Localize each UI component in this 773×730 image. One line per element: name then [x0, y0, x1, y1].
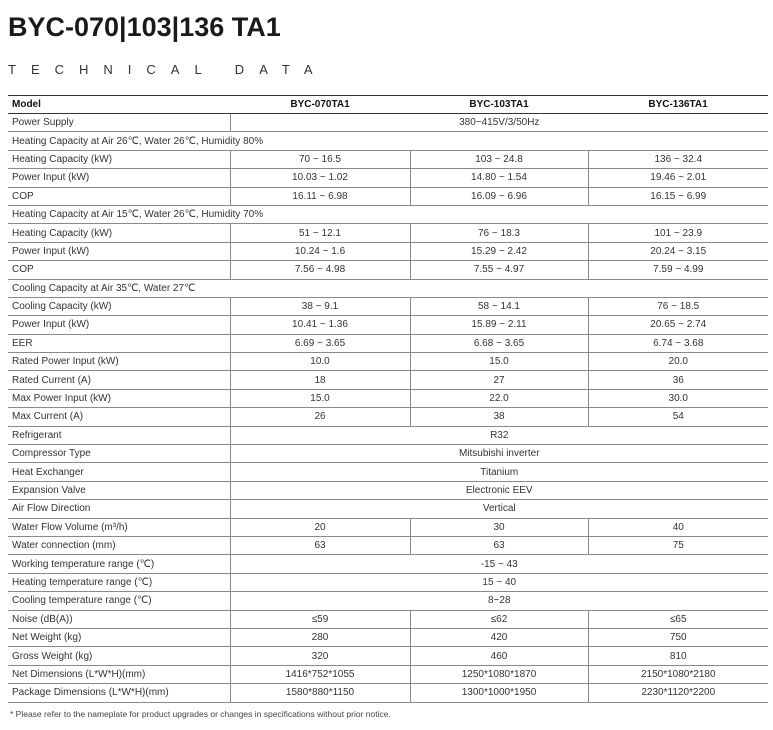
- row-label: Heating Capacity (kW): [8, 150, 230, 168]
- shared-value-cell: Titanium: [230, 463, 768, 481]
- model-column-header: BYC-070TA1: [230, 96, 410, 114]
- value-cell: 76 ~ 18.3: [410, 224, 588, 242]
- value-cell: 51 ~ 12.1: [230, 224, 410, 242]
- value-cell: 58 ~ 14.1: [410, 297, 588, 315]
- row-label: Cooling temperature range (℃): [8, 592, 230, 610]
- shared-value-cell: 380~415V/3/50Hz: [230, 114, 768, 132]
- value-cell: 70 ~ 16.5: [230, 150, 410, 168]
- table-row: [8, 187, 768, 205]
- row-label: Heating temperature range (℃): [8, 573, 230, 591]
- row-label: EER: [8, 334, 230, 352]
- section-row: [8, 279, 768, 297]
- value-cell: 63: [230, 536, 410, 554]
- section-row: [8, 132, 768, 150]
- row-label: Noise (dB(A)): [8, 610, 230, 628]
- row-label: Air Flow Direction: [8, 500, 230, 518]
- row-label: Net Weight (kg): [8, 628, 230, 646]
- table-row: [8, 463, 768, 481]
- value-cell: 19.46 ~ 2.01: [588, 169, 768, 187]
- value-cell: 30.0: [588, 389, 768, 407]
- shared-value-cell: -15 ~ 43: [230, 555, 768, 573]
- value-cell: 75: [588, 536, 768, 554]
- section-heading: Heating Capacity at Air 26℃, Water 26℃, Humidity 80%: [8, 132, 768, 150]
- shared-value-cell: Vertical: [230, 500, 768, 518]
- row-label: Power Input (kW): [8, 242, 230, 260]
- value-cell: 7.56 ~ 4.98: [230, 261, 410, 279]
- table-row: [8, 684, 768, 702]
- value-cell: 10.24 ~ 1.6: [230, 242, 410, 260]
- table-row: [8, 555, 768, 573]
- row-label: Heat Exchanger: [8, 463, 230, 481]
- row-label: Power Supply: [8, 114, 230, 132]
- table-row: [8, 316, 768, 334]
- value-cell: 750: [588, 628, 768, 646]
- section-row: [8, 205, 768, 223]
- model-column-header: BYC-136TA1: [588, 96, 768, 114]
- value-cell: 1300*1000*1950: [410, 684, 588, 702]
- footnote: * Please refer to the nameplate for product upgrades or changes in specifications without prior notice.: [10, 709, 391, 719]
- value-cell: 1250*1080*1870: [410, 665, 588, 683]
- value-cell: 16.09 ~ 6.96: [410, 187, 588, 205]
- value-cell: 76 ~ 18.5: [588, 297, 768, 315]
- table-row: [8, 389, 768, 407]
- value-cell: ≤62: [410, 610, 588, 628]
- shared-value-cell: Electronic EEV: [230, 481, 768, 499]
- row-label: Expansion Valve: [8, 481, 230, 499]
- value-cell: 16.15 ~ 6.99: [588, 187, 768, 205]
- value-cell: 6.69 ~ 3.65: [230, 334, 410, 352]
- value-cell: 460: [410, 647, 588, 665]
- value-cell: 1580*880*1150: [230, 684, 410, 702]
- row-label: Package Dimensions (L*W*H)(mm): [8, 684, 230, 702]
- shared-value-cell: 8~28: [230, 592, 768, 610]
- value-cell: ≤59: [230, 610, 410, 628]
- table-row: [8, 536, 768, 554]
- value-cell: 6.68 ~ 3.65: [410, 334, 588, 352]
- shared-value-cell: 15 ~ 40: [230, 573, 768, 591]
- table-row: [8, 665, 768, 683]
- value-cell: 2150*1080*2180: [588, 665, 768, 683]
- row-label: Max Power Input (kW): [8, 389, 230, 407]
- technical-data-table: [8, 95, 768, 703]
- section-subtitle: TECHNICAL DATA: [8, 62, 328, 77]
- value-cell: 16.11 ~ 6.98: [230, 187, 410, 205]
- value-cell: 136 ~ 32.4: [588, 150, 768, 168]
- row-label: Net Dimensions (L*W*H)(mm): [8, 665, 230, 683]
- value-cell: 38 ~ 9.1: [230, 297, 410, 315]
- table-row: [8, 334, 768, 352]
- value-cell: 22.0: [410, 389, 588, 407]
- value-cell: 30: [410, 518, 588, 536]
- value-cell: 280: [230, 628, 410, 646]
- table-row: [8, 628, 768, 646]
- value-cell: 63: [410, 536, 588, 554]
- value-cell: 20.0: [588, 353, 768, 371]
- row-label: Rated Power Input (kW): [8, 353, 230, 371]
- value-cell: 15.0: [410, 353, 588, 371]
- value-cell: 103 ~ 24.8: [410, 150, 588, 168]
- row-label: Heating Capacity (kW): [8, 224, 230, 242]
- row-label: Refrigerant: [8, 426, 230, 444]
- section-heading: Cooling Capacity at Air 35℃, Water 27℃: [8, 279, 768, 297]
- value-cell: 6.74 ~ 3.68: [588, 334, 768, 352]
- table-row: [8, 647, 768, 665]
- table-row: [8, 261, 768, 279]
- table-row: [8, 592, 768, 610]
- value-cell: 101 ~ 23.9: [588, 224, 768, 242]
- value-cell: 15.0: [230, 389, 410, 407]
- value-cell: 40: [588, 518, 768, 536]
- table-row: [8, 150, 768, 168]
- value-cell: 26: [230, 408, 410, 426]
- value-cell: 810: [588, 647, 768, 665]
- value-cell: 15.29 ~ 2.42: [410, 242, 588, 260]
- model-header: Model: [8, 96, 230, 114]
- value-cell: 14.80 ~ 1.54: [410, 169, 588, 187]
- table-row: [8, 500, 768, 518]
- row-label: Gross Weight (kg): [8, 647, 230, 665]
- value-cell: 1416*752*1055: [230, 665, 410, 683]
- value-cell: 20: [230, 518, 410, 536]
- value-cell: 36: [588, 371, 768, 389]
- table-row: [8, 481, 768, 499]
- table-row: [8, 371, 768, 389]
- row-label: COP: [8, 187, 230, 205]
- table-header-row: [8, 96, 768, 114]
- value-cell: 15.89 ~ 2.11: [410, 316, 588, 334]
- value-cell: ≤65: [588, 610, 768, 628]
- table-body: [8, 114, 768, 703]
- value-cell: 420: [410, 628, 588, 646]
- value-cell: 7.55 ~ 4.97: [410, 261, 588, 279]
- table-row: [8, 426, 768, 444]
- row-label: Max Current (A): [8, 408, 230, 426]
- section-heading: Heating Capacity at Air 15℃, Water 26℃, Humidity 70%: [8, 205, 768, 223]
- page-title: BYC-070|103|136 TA1: [8, 12, 281, 42]
- value-cell: 20.65 ~ 2.74: [588, 316, 768, 334]
- table-row: [8, 408, 768, 426]
- value-cell: 18: [230, 371, 410, 389]
- value-cell: 10.0: [230, 353, 410, 371]
- table-row: [8, 573, 768, 591]
- table-row: [8, 224, 768, 242]
- row-label: Water connection (mm): [8, 536, 230, 554]
- value-cell: 7.59 ~ 4.99: [588, 261, 768, 279]
- table-row: [8, 242, 768, 260]
- value-cell: 38: [410, 408, 588, 426]
- value-cell: 2230*1120*2200: [588, 684, 768, 702]
- value-cell: 27: [410, 371, 588, 389]
- shared-value-cell: Mitsubishi inverter: [230, 445, 768, 463]
- row-label: COP: [8, 261, 230, 279]
- value-cell: 10.03 ~ 1.02: [230, 169, 410, 187]
- table-row: [8, 169, 768, 187]
- value-cell: 20.24 ~ 3.15: [588, 242, 768, 260]
- value-cell: 54: [588, 408, 768, 426]
- row-label: Rated Current (A): [8, 371, 230, 389]
- table-row: [8, 610, 768, 628]
- row-label: Working temperature range (℃): [8, 555, 230, 573]
- table-row: [8, 353, 768, 371]
- table-row: [8, 518, 768, 536]
- row-label: Power Input (kW): [8, 169, 230, 187]
- model-column-header: BYC-103TA1: [410, 96, 588, 114]
- shared-value-cell: R32: [230, 426, 768, 444]
- row-label: Compressor Type: [8, 445, 230, 463]
- value-cell: 10.41 ~ 1.36: [230, 316, 410, 334]
- table-row: [8, 445, 768, 463]
- value-cell: 320: [230, 647, 410, 665]
- row-label: Water Flow Volume (m³/h): [8, 518, 230, 536]
- row-label: Power Input (kW): [8, 316, 230, 334]
- table-row: [8, 297, 768, 315]
- row-label: Cooling Capacity (kW): [8, 297, 230, 315]
- table-row: [8, 114, 768, 132]
